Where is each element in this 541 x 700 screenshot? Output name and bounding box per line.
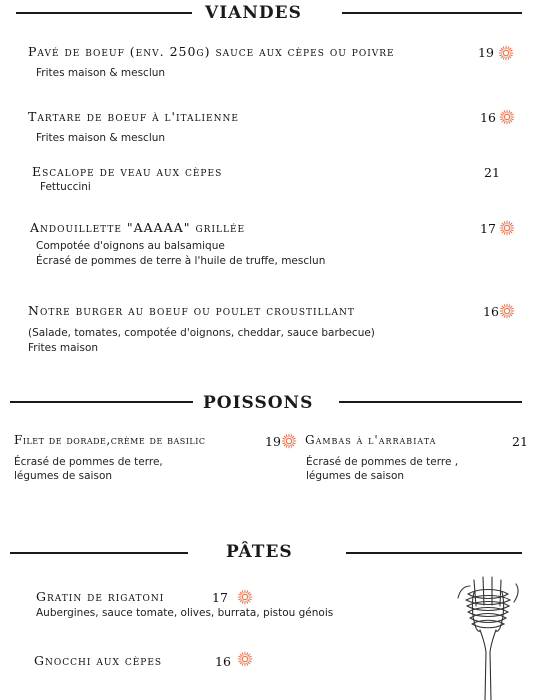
dish-description: Fettuccini xyxy=(40,181,91,193)
dish-description: Écrasé de pommes de terre à l'huile de truffe, mesclun xyxy=(36,255,326,267)
dish-price: 17 xyxy=(212,590,228,605)
dish-name: Tartare de boeuf à l'italienne xyxy=(28,109,239,124)
dish-price: 21 xyxy=(484,165,500,180)
star-burst-icon xyxy=(237,589,253,605)
dish-description: Frites maison & mesclun xyxy=(36,67,166,79)
section-rule-left xyxy=(10,401,193,403)
dish-price: 19 xyxy=(478,45,494,60)
dish-name: Escalope de veau aux cèpes xyxy=(32,164,223,179)
star-burst-icon xyxy=(281,433,297,449)
dish-name: Andouillette "AAAAA" grillée xyxy=(30,220,246,235)
section-title-poissons: POISSONS xyxy=(203,393,314,413)
dish-price: 16 xyxy=(483,304,499,319)
section-rule-right xyxy=(342,12,522,14)
dish-description: Frites maison & mesclun xyxy=(36,132,166,144)
section-rule-left xyxy=(16,12,192,14)
dish-description: Écrasé de pommes de terre, xyxy=(14,456,163,468)
section-title-pates: PÂTES xyxy=(226,542,293,562)
dish-description: légumes de saison xyxy=(306,470,405,482)
section-rule-right xyxy=(339,401,522,403)
dish-name: Pavé de boeuf (env. 250g) sauce aux cèpes ou poivre xyxy=(28,44,395,59)
dish-description: Aubergines, sauce tomate, olives, burrata, pistou génois xyxy=(36,607,334,619)
dish-description: Écrasé de pommes de terre , xyxy=(306,456,459,468)
dish-price: 16 xyxy=(215,654,231,669)
dish-name: Gratin de rigatoni xyxy=(36,589,165,604)
dish-description: Compotée d'oignons au balsamique xyxy=(36,240,225,252)
star-burst-icon xyxy=(499,303,515,319)
star-burst-icon xyxy=(237,651,253,667)
dish-name: Gambas à l'arrabiata xyxy=(305,433,437,447)
dish-name: Gnocchi aux cèpes xyxy=(34,653,163,668)
dish-price: 17 xyxy=(480,221,496,236)
pasta-fork-icon xyxy=(448,572,528,700)
section-title-viandes: VIANDES xyxy=(205,3,302,23)
star-burst-icon xyxy=(498,45,514,61)
dish-price: 21 xyxy=(512,434,528,449)
dish-description: (Salade, tomates, compotée d'oignons, cheddar, sauce barbecue) xyxy=(28,327,375,339)
dish-name: Filet de dorade,crème de basilic xyxy=(14,433,206,447)
section-rule-left xyxy=(10,552,188,554)
dish-description: légumes de saison xyxy=(14,470,113,482)
star-burst-icon xyxy=(499,220,515,236)
dish-name: Notre burger au boeuf ou poulet croustillant xyxy=(28,303,355,318)
dish-description: Frites maison xyxy=(28,342,99,354)
section-rule-right xyxy=(346,552,522,554)
dish-price: 19 xyxy=(265,434,281,449)
dish-price: 16 xyxy=(480,110,496,125)
star-burst-icon xyxy=(499,109,515,125)
